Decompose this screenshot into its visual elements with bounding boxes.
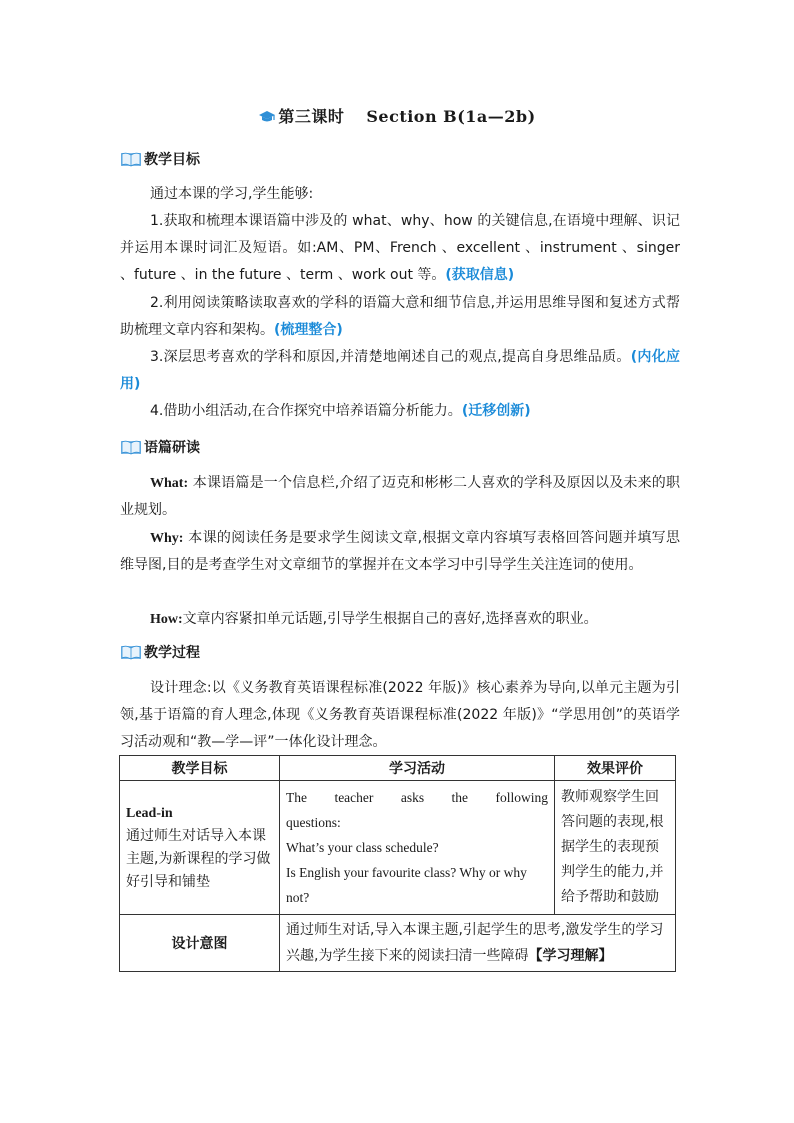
table-row — [120, 915, 676, 972]
lesson-plan-table — [119, 755, 676, 972]
book-icon — [120, 438, 142, 456]
table-row — [120, 781, 676, 915]
section-title: 教学过程 — [144, 645, 200, 661]
objective-item-3: 3.深层思考喜欢的学科和原因,并清楚地阐述自己的观点,提高自身思维品质。(内化应用) — [120, 349, 680, 392]
goal-cell: Lead-in 通过师生对话导入本课主题,为新课程的学习做好引导和铺垫 — [120, 781, 280, 915]
column-header: 教学目标 — [120, 756, 280, 781]
table-header-row — [120, 756, 676, 781]
column-header: 学习活动 — [280, 756, 555, 781]
analysis-why: Why: 本课的阅读任务是要求学生阅读文章,根据文章内容填写表格回答问题并填写思维导图,目的是考查学生对文章细节的掌握并在文本学习中引导学生关注连词的使用。 — [120, 530, 681, 573]
evaluation-cell: 教师观察学生回答问题的表现,根据学生的表现预判学生的能力,并给予帮助和鼓励 — [555, 781, 676, 915]
activity-cell: The teacher asks the following questions: What’s your class schedule? Is English your favourite class? Why or why not? — [280, 781, 555, 915]
objective-item-2: 2.利用阅读策略读取喜欢的学科的语篇大意和细节信息,并运用思维导图和复述方式帮助梳理文章内容和架构。(梳理整合) — [120, 295, 680, 338]
section-heading-objectives — [120, 148, 200, 170]
section-heading-analysis — [120, 436, 200, 458]
analysis-how: How:文章内容紧扣单元话题,引导学生根据自己的喜好,选择喜欢的职业。 — [150, 611, 598, 627]
design-intent-text: 通过师生对话,导入本课主题,引起学生的思考,激发学生的学习兴趣,为学生接下来的阅读扫清一些障碍【学习理解】 — [280, 915, 676, 972]
analysis-what: What: 本课语篇是一个信息栏,介绍了迈克和彬彬二人喜欢的学科及原因以及未来的职业规划。 — [120, 475, 680, 518]
lesson-title — [0, 104, 794, 128]
section-title: 语篇研读 — [144, 440, 200, 456]
section-range: Section B(1a—2b) — [366, 107, 536, 126]
section-heading-process — [120, 641, 200, 663]
graduation-cap-icon — [258, 109, 276, 128]
activity-first-line: The teacher asks the following — [286, 790, 548, 805]
column-header: 效果评价 — [555, 756, 676, 781]
book-icon — [120, 643, 142, 661]
section-title: 教学目标 — [144, 152, 200, 168]
lesson-number: 第三课时 — [278, 107, 345, 126]
objective-item-4: 4.借助小组活动,在合作探究中培养语篇分析能力。(迁移创新) — [150, 403, 531, 419]
objective-item-1: 1.获取和梳理本课语篇中涉及的 what、why、how 的关键信息,在语境中理解、识记并运用本课时词汇及短语。如:AM、PM、French 、excellent 、instrument 、singer 、future 、in the future 、term 、work out 等。(获取信息) — [120, 213, 680, 283]
design-concept: 设计理念:以《义务教育英语课程标准(2022 年版)》核心素养为导向,以单元主题为引领,基于语篇的育人理念,体现《义务教育英语课程标准(2022 年版)》“学思用创”的英语学习活动观和“教—学—评”一体化设计理念。 — [120, 680, 680, 750]
objectives-intro: 通过本课的学习,学生能够: — [150, 186, 314, 202]
book-icon — [120, 150, 142, 168]
design-intent-label: 设计意图 — [120, 915, 280, 972]
